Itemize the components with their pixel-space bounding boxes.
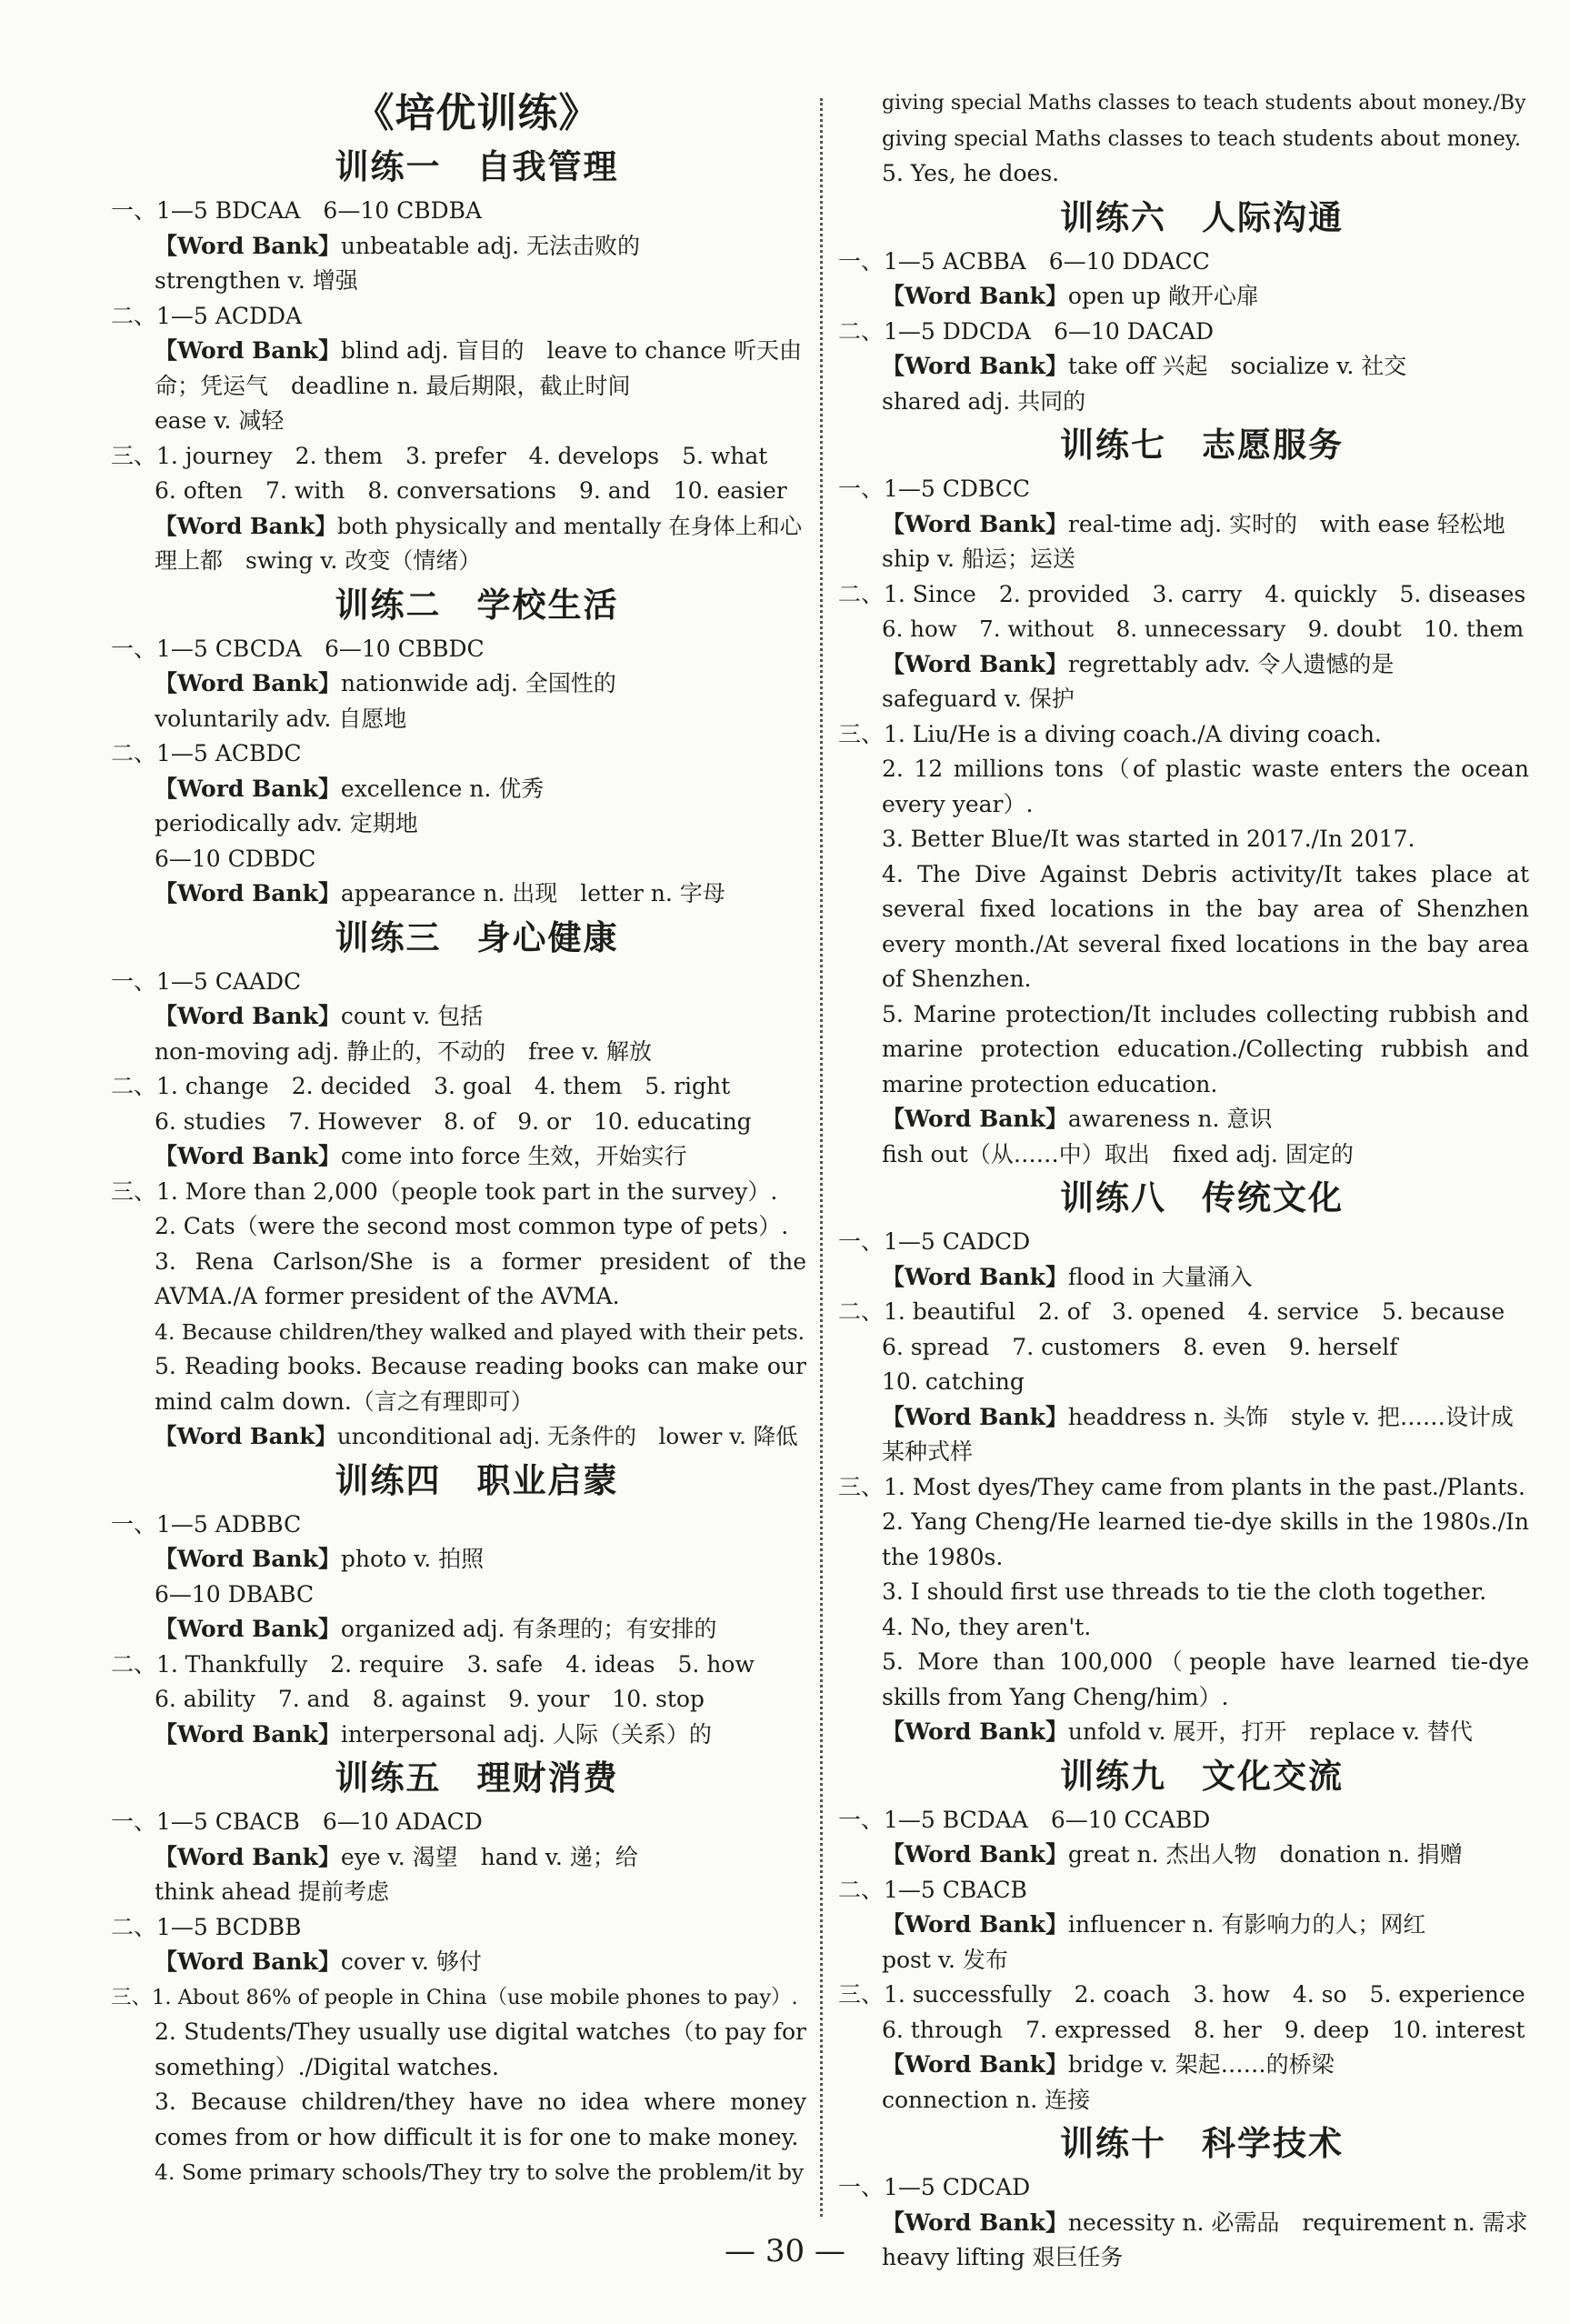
answer-line: 6. often 7. with 8. conversations 9. and 10. easier [155, 477, 787, 504]
answer-line: ease v. 减轻 [155, 407, 285, 434]
answer-line: 6. through 7. expressed 8. her 9. deep 10. interest [882, 2016, 1525, 2043]
word-bank-label: 【Word Bank】 [155, 1843, 341, 1870]
answer-line: 6. studies 7. However 8. of 9. or 10. educating [155, 1107, 752, 1135]
word-bank-entry [838, 1908, 1529, 1943]
answer-line: 6. spread 7. customers 8. even 9. herself [882, 1333, 1398, 1360]
answer-line: strengthen v. 增强 [155, 267, 358, 294]
word-bank-label: 【Word Bank】 [155, 1143, 341, 1169]
answer-line: 三、1. Most dyes/They came from plants in the past./Plants. [838, 1473, 1525, 1500]
page-number: — 30 — [725, 2233, 845, 2269]
answer-line: 5. Yes, he does. [882, 160, 1060, 186]
section-heading: 训练一 自我管理 [335, 147, 619, 186]
answer-line: 6. ability 7. and 8. against 9. your 10. stop [155, 1686, 705, 1712]
answer-line: ship v. 船运；运送 [882, 546, 1075, 572]
word-bank-text: unfold v. 展开，打开 replace v. 替代 [1067, 1718, 1473, 1745]
answer-line: 4. Some primary schools/They try to solve the problem/it by [155, 2159, 805, 2185]
word-bank-label: 【Word Bank】 [155, 775, 341, 802]
word-bank-entry [111, 1840, 806, 1876]
section-heading: 训练六 人际沟通 [1060, 197, 1344, 237]
word-bank-text: count v. 包括 [340, 1003, 484, 1029]
answer-line: 一、1—5 CDBCC [838, 476, 1031, 502]
answer-line: 一、1—5 CAADC [111, 967, 302, 995]
word-bank-entry [111, 877, 806, 912]
section-heading: 训练七 志愿服务 [1060, 426, 1344, 465]
answer-paragraph: 3. Because children/they have no idea where money comes from or how difficult it is for one to make money. [155, 2089, 806, 2150]
word-bank-label: 【Word Bank】 [155, 512, 337, 539]
answer-line: shared adj. 共同的 [882, 387, 1086, 415]
word-bank-entry [838, 1400, 1529, 1436]
answer-line: 某种式样 [882, 1438, 974, 1465]
answer-line: 理上都 swing v. 改变（情绪） [155, 547, 482, 574]
word-bank-text: great n. 杰出人物 donation n. 捐赠 [1067, 1841, 1463, 1868]
word-bank-label: 【Word Bank】 [155, 1423, 337, 1449]
left-column [111, 86, 806, 2190]
answer-line: 命；凭运气 deadline n. 最后期限，截止时间 [155, 372, 631, 399]
word-bank-label: 【Word Bank】 [155, 232, 341, 259]
word-bank-text: take off 兴起 socialize v. 社交 [1067, 353, 1407, 379]
answer-line: 二、1—5 CBACB [838, 1876, 1027, 1903]
word-bank-label: 【Word Bank】 [882, 1263, 1068, 1290]
word-bank-entry [111, 1542, 806, 1578]
answer-line: heavy lifting 艰巨任务 [882, 2244, 1124, 2270]
answer-paragraph: 2. Students/They usually use digital watches（to pay for something）./Digital watches. [155, 2018, 806, 2080]
answer-line: 6—10 DBABC [155, 1580, 315, 1608]
word-bank-entry [111, 509, 806, 545]
word-bank-label: 【Word Bank】 [882, 1911, 1068, 1938]
word-bank-label: 【Word Bank】 [882, 1718, 1068, 1745]
section-heading: 训练八 传统文化 [1060, 1178, 1344, 1217]
answer-line: 3. I should first use threads to tie the cloth together. [882, 1578, 1487, 1605]
word-bank-text: blind adj. 盲目的 leave to chance 听天由 [340, 337, 802, 364]
word-bank-label: 【Word Bank】 [882, 283, 1068, 309]
word-bank-label: 【Word Bank】 [882, 1841, 1068, 1868]
answer-line: 6. how 7. without 8. unnecessary 9. doubt 10. them [882, 616, 1525, 642]
word-bank-text: interpersonal adj. 人际（关系）的 [340, 1720, 712, 1748]
word-bank-entry [111, 1945, 806, 1980]
section-heading: 训练四 职业启蒙 [335, 1460, 619, 1500]
word-bank-entry [838, 1102, 1529, 1137]
answer-line: think ahead 提前考虑 [155, 1878, 389, 1905]
answer-line: 2. Cats（were the second most common type of pets）. [155, 1213, 789, 1239]
word-bank-label: 【Word Bank】 [882, 510, 1068, 537]
answer-line: 二、1—5 ACBDC [111, 740, 302, 766]
answer-line: post v. 发布 [882, 1946, 1008, 1973]
answer-line: non-moving adj. 静止的，不动的 free v. 解放 [155, 1037, 652, 1065]
answer-paragraph: 2. Yang Cheng/He learned tie-dye skills in the 1980s./In the 1980s. [882, 1508, 1529, 1570]
word-bank-label: 【Word Bank】 [882, 2051, 1068, 2078]
word-bank-text: influencer n. 有影响力的人；网红 [1067, 1911, 1426, 1938]
answer-line: 一、1—5 ADBBC [111, 1510, 302, 1538]
answer-line: 一、1—5 CBCDA 6—10 CBBDC [111, 635, 485, 662]
word-bank-entry [838, 507, 1529, 543]
answer-line: connection n. 连接 [882, 2086, 1091, 2113]
word-bank-entry [111, 334, 806, 369]
answer-line: 二、1. beautiful 2. of 3. opened 4. service 5. because [838, 1298, 1505, 1325]
answer-line: 一、1—5 BDCAA 6—10 CBDBA [111, 197, 483, 224]
word-bank-text: headdress n. 头饰 style v. 把……设计成 [1067, 1403, 1514, 1430]
word-bank-text: unbeatable adj. 无法击败的 [340, 232, 641, 259]
word-bank-entry [111, 229, 806, 265]
answer-line: 6—10 CDBDC [155, 845, 316, 872]
answer-line: 二、1. Thankfully 2. require 3. safe 4. ideas 5. how [111, 1650, 755, 1678]
answer-line: 一、1—5 BCDAA 6—10 CCABD [838, 1806, 1211, 1833]
section-heading: 训练三 身心健康 [335, 917, 619, 957]
word-bank-label: 【Word Bank】 [882, 1106, 1068, 1132]
answer-line: giving special Maths classes to teach students about money./By [882, 92, 1526, 115]
word-bank-text: awareness n. 意识 [1067, 1106, 1273, 1132]
word-bank-entry [838, 1715, 1529, 1750]
answer-line: 4. Because children/they walked and played with their pets. [155, 1318, 805, 1345]
answer-line: periodically adv. 定期地 [155, 810, 418, 836]
section-heading: 训练九 文化交流 [1060, 1756, 1344, 1796]
word-bank-label: 【Word Bank】 [155, 1720, 341, 1748]
word-bank-text: unconditional adj. 无条件的 lower v. 降低 [336, 1423, 798, 1449]
word-bank-text: both physically and mentally 在身体上和心 [336, 512, 803, 539]
word-bank-label: 【Word Bank】 [882, 353, 1068, 379]
word-bank-label: 【Word Bank】 [882, 650, 1068, 677]
answer-line: 三、1. journey 2. them 3. prefer 4. develops 5. what [111, 442, 768, 469]
word-bank-entry [838, 647, 1529, 683]
column-divider [820, 98, 823, 2217]
word-bank-text: photo v. 拍照 [340, 1546, 485, 1572]
word-bank-text: excellence n. 优秀 [340, 775, 545, 802]
answer-line: 4. No, they aren't. [882, 1613, 1092, 1640]
answer-line: 二、1. Since 2. provided 3. carry 4. quickly 5. diseases [838, 580, 1526, 607]
answer-line: 二、1—5 BCDBB [111, 1913, 302, 1940]
answer-line: 三、1. About 86% of people in China（use mobile phones to pay）. [111, 1985, 798, 2009]
page-title: 《培优训练》 [354, 90, 600, 136]
answer-line: 一、1—5 CBACB 6—10 ADACD [111, 1808, 483, 1835]
word-bank-text: bridge v. 架起……的桥梁 [1067, 2051, 1335, 2078]
right-column [838, 86, 1529, 2276]
word-bank-text: real-time adj. 实时的 with ease 轻松地 [1067, 510, 1505, 537]
word-bank-entry [111, 772, 806, 807]
word-bank-entry [111, 1612, 806, 1648]
answer-paragraph: 3. Rena Carlson/She is a former president of the AVMA./A former president of the AVMA. [155, 1247, 806, 1309]
word-bank-text: appearance n. 出现 letter n. 字母 [340, 880, 725, 907]
answer-line: voluntarily adv. 自愿地 [155, 705, 407, 732]
word-bank-entry [838, 1260, 1529, 1296]
word-bank-label: 【Word Bank】 [882, 2209, 1068, 2236]
section-heading: 训练五 理财消费 [335, 1758, 619, 1798]
answer-line: 二、1. change 2. decided 3. goal 4. them 5. right [111, 1073, 731, 1099]
answer-paragraph: 2. 12 millions tons（of plastic waste enters the ocean every year）. [882, 756, 1529, 817]
word-bank-entry [111, 999, 806, 1035]
answer-paragraph: 5. Marine protection/It includes collecting rubbish and marine protection education./Collecting rubbish and marine protection education. [882, 1000, 1529, 1097]
word-bank-text: necessity n. 必需品 requirement n. 需求 [1067, 2209, 1528, 2236]
answer-line: 10. catching [882, 1368, 1025, 1395]
word-bank-label: 【Word Bank】 [155, 880, 341, 907]
answer-line: 二、1—5 DDCDA 6—10 DACAD [838, 317, 1215, 345]
answer-line: 一、1—5 ACBBA 6—10 DDACC [838, 247, 1210, 275]
word-bank-text: organized adj. 有条理的；有安排的 [340, 1616, 717, 1642]
word-bank-label: 【Word Bank】 [155, 337, 341, 364]
word-bank-label: 【Word Bank】 [155, 670, 341, 696]
word-bank-text: nationwide adj. 全国性的 [340, 670, 616, 696]
answer-line: 一、1—5 CADCD [838, 1228, 1031, 1255]
word-bank-entry [838, 2048, 1529, 2083]
answer-line: giving special Maths classes to teach students about money. [882, 126, 1522, 151]
word-bank-label: 【Word Bank】 [882, 1403, 1068, 1430]
answer-line: safeguard v. 保护 [882, 686, 1075, 712]
word-bank-text: regrettably adv. 令人遗憾的是 [1067, 650, 1395, 677]
section-heading: 训练十 科学技术 [1060, 2124, 1344, 2163]
word-bank-entry [111, 666, 806, 702]
word-bank-text: cover v. 够付 [340, 1948, 482, 1975]
word-bank-text: flood in 大量涌入 [1067, 1263, 1253, 1290]
answer-paragraph: 5. More than 100,000（people have learned tie-dye skills from Yang Cheng/him）. [882, 1648, 1529, 1710]
answer-line: 一、1—5 CDCAD [838, 2174, 1031, 2200]
word-bank-text: come into force 生效，开始实行 [340, 1143, 687, 1169]
word-bank-label: 【Word Bank】 [155, 1948, 341, 1975]
answer-line: 三、1. successfully 2. coach 3. how 4. so 5. experience [838, 1981, 1525, 2008]
answer-line: 三、1. More than 2,000（people took part in the survey）. [111, 1177, 778, 1205]
word-bank-entry [838, 349, 1529, 385]
answer-paragraph: 5. Reading books. Because reading books can make our mind calm down.（言之有理即可） [155, 1353, 806, 1415]
word-bank-entry [838, 279, 1529, 315]
answer-line: 3. Better Blue/It was started in 2017./In 2017. [882, 826, 1415, 852]
word-bank-label: 【Word Bank】 [155, 1546, 341, 1572]
word-bank-text: open up 敞开心扉 [1067, 283, 1259, 309]
word-bank-entry [111, 1718, 806, 1753]
word-bank-entry [111, 1139, 806, 1175]
answer-line: fish out（从……中）取出 fixed adj. 固定的 [882, 1140, 1354, 1167]
word-bank-label: 【Word Bank】 [155, 1003, 341, 1029]
section-heading: 训练二 学校生活 [335, 585, 619, 625]
word-bank-text: eye v. 渴望 hand v. 递；给 [340, 1843, 638, 1870]
answer-paragraph: 4. The Dive Against Debris activity/It takes place at several fixed locations in the bay area of Shenzhen every month./At several fixed locations in the bay area of Shenzhen. [882, 860, 1529, 992]
word-bank-entry [838, 1838, 1529, 1873]
word-bank-label: 【Word Bank】 [155, 1616, 341, 1642]
answer-line: 三、1. Liu/He is a diving coach./A diving coach. [838, 720, 1382, 747]
answer-line: 二、1—5 ACDDA [111, 302, 303, 329]
word-bank-entry [111, 1419, 806, 1455]
